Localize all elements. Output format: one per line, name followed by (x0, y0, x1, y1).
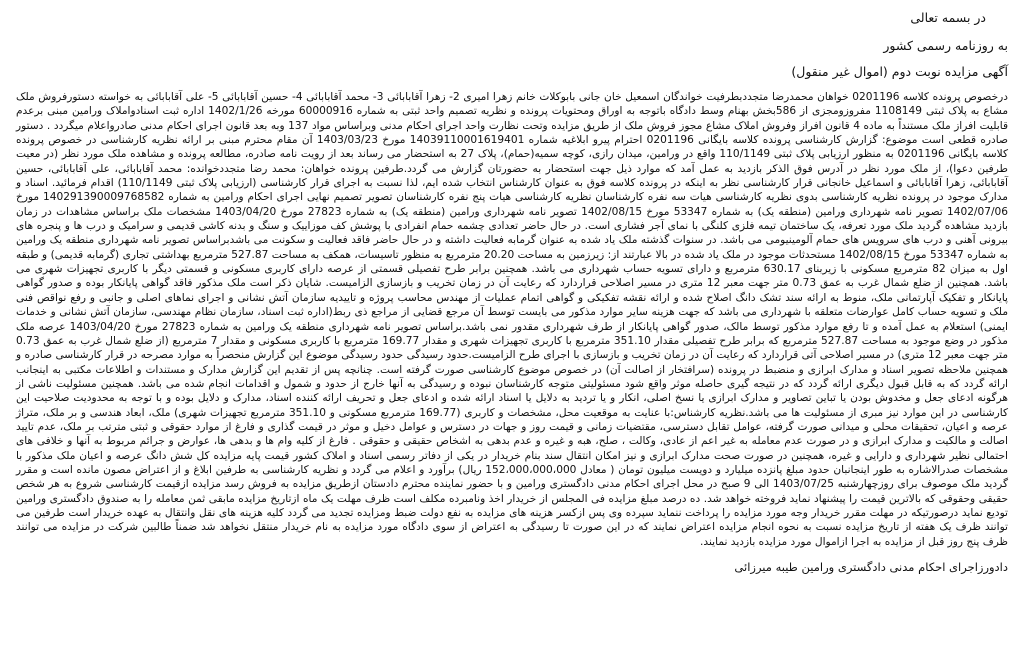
signature-line: دادورزاجرای احکام مدنی دادگستری ورامین طیبه میرزائی (734, 560, 1008, 574)
basmala-heading: در بسمه تعالی (910, 10, 986, 25)
newspaper-heading: به روزنامه رسمی کشور (883, 38, 1008, 53)
notice-body: درخصوص پرونده کلاسه 0201196 خواهان محمدرضا متجددبطرفیت خواندگان اسمعیل خان جانی بابوکلات خانم زهرا امیری 2- زهرا آقابابائی 3- محمد آقابابائی 4- حسین آقابابائی 5- علی آقابابائی به خواسته دستورفروش ملک مشاع به پلاک ثبتی 1108149 مفروزومجزی از 586بخش بهنام وسط دادگاه باتوجه به اوراق ومحتویات پرونده و نظریه تصمیم واحد ثبتی به شماره 60000916 مورخه 1402/1/26 اداره ثبت اسنادواملاک ورامین مبنی برعدم قابلیت افراز ملک مستنداً به ماده 4 قانون افراز وفروش املاک مشاع مجوز فروش ملک از طریق مزایده وتحت نظارت واحد اجرای احکام مدنی وبراساس مواد 137 وبه بعد قانون اجرای احکام مدنی صادرواعلام میگردد . دستور صادره قطعی است موضوع: گزارش کارشناسی پرونده کلاسه بایگانی 0201196 احترام پیرو ابلاغیه شماره 14039110001619401 مورخ 1403/03/23 آن مقام محترم مبنی بر ارائه نظریه کارشناسی در خصوص پرونده کلاسه بایگانی 0201196 به منظور ارزیابی پلاک ثبتی 110/1149 واقع در ورامین، میدان رازی، کوچه سمیه(حمام)، پلاک 27 به استحضار می رساند بعد از رویت نامه صادره، مطالعه پرونده و مشاهده ملک مورد نظر (در معیت طرفین دعوا)، از ملک مورد نظر در آدرس فوق الذکر بازدید به عمل آمد که موارد ذیل جهت استحضار به حضورتان گزارش می گردد.طرفین پرونده خواهان: محمد رضا متجددخوانده: محمد آقابابائی، علی آقابابائی، حسین آقابابائی، زهرا آقابابائی و اسماعیل خانجانی قرار کارشناسی نظر به اینکه در پرونده کلاسه فوق به عنوان کارشناس انتخاب شده ایم، لذا نسبت به اجرای قرار کارشناسی (ارزیابی پلاک ثبتی 110/1149) اقدام فرمائید. اسناد و مدارک موجود در پرونده نظریه کارشناسی بدوی نظریه کارشناسی هیات سه نفره کارشناسان نظریه کارشناسی هیات پنج نفره کارشناسان تصویر تصمیم نهایی اجرای احکام ورامین به شماره 140291390009768582 مورخ 1402/07/06 تصویر نامه شهرداری ورامین (منطقه یک) به شماره 53347 مورخ 1402/08/15 تصویر نامه شهرداری ورامین (منطقه یک) به شماره 27823 مورخ 1403/04/20 مشخصات ملک براساس مشاهدات در زمان بازدید مشاهده گردید ملک مورد تعرفه، یک ساختمان تیمه فلزی کلنگی با نمای آجر فشاری است. در حال حاضر تعدادی چشمه حمام انفرادی با پوشش کف موزاییک و سنگ و بدنه کاشی قدیمی و سرامیک و درب ها و پنجره های بیرونی آهنی و درب های سرویس های حمام آلومینیومی می باشد. در سنوات گذشته ملک یاد شده به عنوان گرمابه فعالیت داشته و در حال حاضر فاقد فعالیت و سکونت می باشدبراساس تصویر نامه شهرداری منطقه یک ورامین به شماره 53347 مورخ 1402/08/15 مستحدثات موجود در ملک یاد شده در بالا عبارتند از: زیرزمین به مساحت 20.20 مترمربع به منظور تاسیسات، همکف به مساحت 527.87 مترمربع بهداشتی تجاری (گرمابه قدیمی) و طبقه اول به میزان 82 مترمربع مسکونی با زیربنای 630.17 مترمربع و دارای تسویه حساب شهرداری می باشد. همچنین برابر طرح تفصیلی قسمتی از عرصه دارای کاربری مسکونی و قسمتی دیگر با کاربری تجهیزات شهری می باشد. همچنین از ضلع شمال غرب به عمق 0.73 متر جهت معبر 12 متری در مسیر اصلاحی قراردارد که رعایت آن در زمان تخریب و بازسازی الزامیست. شایان ذکر است ملک مذکور فاقد گواهی پایانکار بوده و صدور گواهی پایانکار و تفکیک آپارتمانی ملک، منوط به ارائه سند تشک دانگ اصلاح شده و ارائه نقشه تفکیکی و گواهی اتمام عملیات از مهندس محاسب پروژه و تاییدیه سازمان آتش نشانی و اجرای نماهای اصلی و جانبی و رفع نواقص فنی ملک و تسویه حساب کامل عوارضات متعلقه با شهرداری می باشد که جهت هزینه سایر موارد مذکور می بایست توسط آن مرجع قضایی از مراجع ذی ربط(اداره ثبت اسناد، سازمان نظام مهندسی، سازمان آتش نشانی و خدمات ایمنی) استعلام به عمل آمده و تا رفع موارد مذکور توسط مالک، صدور گواهی پایانکار از طرف شهرداری مقدور نمی باشد.براساس تصویر نامه شهرداری منطقه یک ورامین به شماره 27823 مورخ 1403/04/20 عرصه ملک مذکور در وضع موجود به مساحت 527.87 مترمربع که برابر طرح تفصیلی مقدار 351.10 مترمربع با کاربری تجهیزات شهری و مقدار 169.77 مترمربع با کاربری مسکونی و مقدار 7 مترمربع (از ضلع شمال غرب به عمق 0.73 متر جهت معبر 12 متری) در مسیر اصلاحی آتی قراردارد که رعایت آن در زمان تخریب و بازسازی با اجرای طرح الزامیست.حدود رسیدگی حدود رسیدگی موضوع این گزارش منحصراً به موارد مصرحه در قرار کارشناسی صادره و همچنین ملاحظه تصویر اسناد و مدارک ابرازی و منضبط در پرونده (سرافتخار از اصالت آن) در خصوص موضوع کارشناسی صورت گرفته است. چنانچه پس از تقدیم این گزارش مدارک و مستندات و اطلاعات مکتبی به اینجانب ارائه گردد که به قابل قبول دیگری ارائه گردد که در نتیجه گیری حاصله موثر واقع شود مسئولیتی متوجه کارشناسان نبوده و رسیدگی به آنها خارج از حدود و شمول و اقدامات انجام شده می باشد. همچنین مسئولیت ناشی از هرگونه ادعای جعل و مخدوش بودن یا تباین تصاویر و مدارک ابرازی یا نسخ اصلی، انکار و یا تردید به دلایل یا اسناد ارائه شده و ادعای جعل و تحریف ارائه کننده اسناد، مدارک و دلایل بوده و با توجه به محدودیت صلاحیت این کارشناسی در این موارد نیز مبری از مسئولیت ها می باشد.نظریه کارشناس:با عنایت به موقعیت محل، مشخصات و کاربری (169.77 مترمربع مسکونی و 351.10 مترمربع تجهیزات شهری) ملک، ابعاد هندسی و بر ملک، متراژ عرصه و اعیان، تحقیقات محلی و میدانی صورت گرفته، عوامل تقابل دسترسی، مقتضیات زمانی و قیمت روز و جهات در دسترس و عوامل دخیل و موثر در قیمت گذاری و فارغ از موارد حقوقی و ثبتی مترتب بر ملک، عدم تایید اصالت و مالکیت و مدارک ابرازی و در صورت عدم معامله به غیر اعم از عادی، وکالت ، صلح، هبه و غیره و عدم بدهی به اشخاص حقیقی و حقوقی . فارغ از کلیه وام ها و بدهی ها، عوارض و جرائم مربوط به آنها و خلافی های احتمالی نظیر شهرداری و دارایی و غیره، همچنین در صورت صحت مدارک ابرازی و نیز امکان انتقال سند بنام خریدار در یکی از دفاتر رسمی اسناد و املاک کشور قیمت پایه مزایده کل شش دانگ عرصه و اعیان ملک مذکور با مشخصات صدرالاشاره به طور اینجانبان حدود مبلغ پانزده میلیارد و دویست میلیون تومان ( معادل 152،000،000،000 ریال) برآورد و اعلام می گردد و نظریه کارشناسی به طرفین ابلاغ و از اعتراض مصون مانده است و مقرر گردید ملک موصوف برای روزچهارشنبه 1403/07/25 الی 9 صبح در محل اجرای احکام مدنی دادگستری ورامین و با حضور نماینده محترم دادستان ازطریق مزایده به فروش رسد مزایده ازقیمت کارشناسی شروع به هر شخص حقیقی وحقوقی که بالاترین قیمت را پیشنهاد نماید فروخته خواهد شد. ده درصد مبلغ مزایده فی المجلس از خریدار اخذ ونامبرده مکلف است ظرف مهلت یک ماه ازتاریخ مزایده مابقی ثمن معامله را به صندوق دادگستری ورامین تودیع نماید درصورتیکه در مهلت مقرر خریدار وجه مورد مزایده را پرداخت ننماید سپرده وی پس ازکسر هزینه های مزایده به نفع دولت ضبط ومزایده تجدید می گردد کلیه هزینه های نقل وانتقال به عهده خریدار است طرفین می توانند ظرف یک هفته از تاریخ مزایده نسبت به نحوه انجام مزایده اعتراض نمایند که در این صورت تا رسیدگی به اعتراض از سوی دادگاه مورد مزایده به نام خریدار منتقل نخواهد شد ضمناً طالبین شرکت در مزایده می توانند ظرف پنج روز قبل از مزایده به اجرا ازاموال مورد مزایده بازدید نمایند. (16, 91, 1009, 548)
notice-title: آگهی مزایده نوبت دوم (اموال غیر منقول) (791, 64, 1008, 79)
